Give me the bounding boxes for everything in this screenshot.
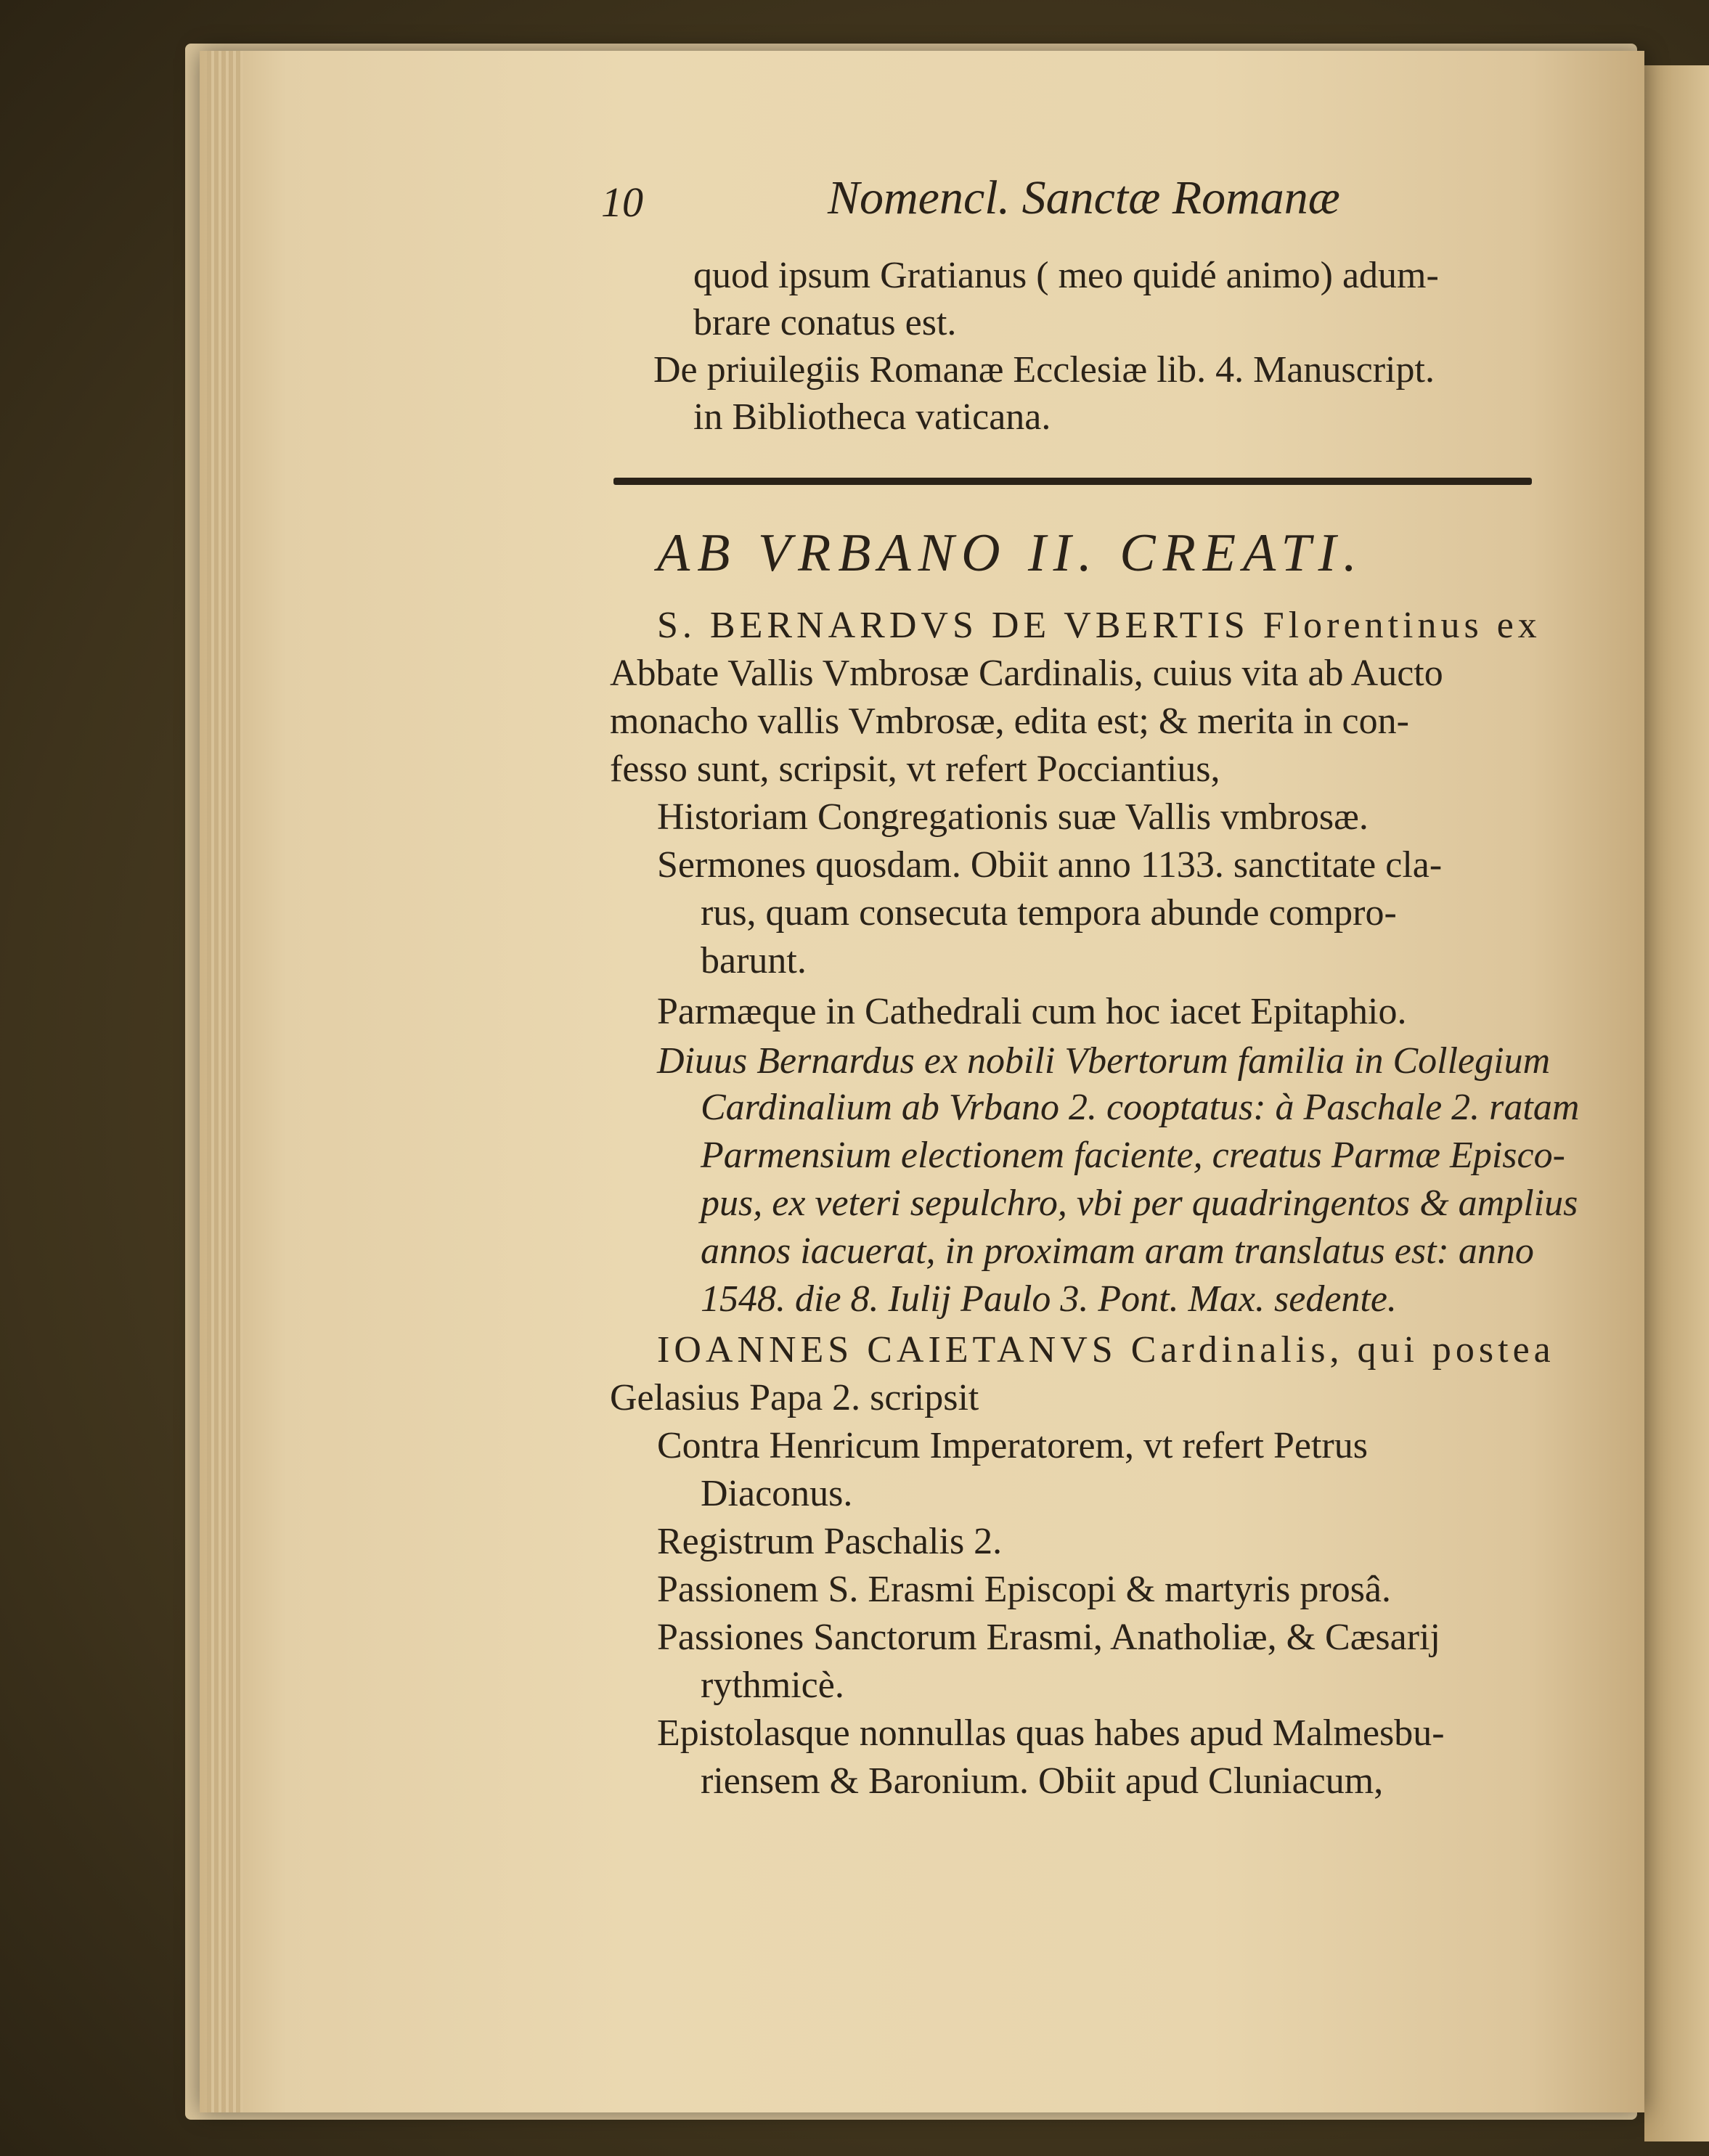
section-rule: [613, 478, 1532, 485]
text-line-13: Parmæque in Cathedrali cum hoc iacet Epitaphio.: [657, 991, 1407, 1032]
text-line-4: in Bibliotheca vaticana.: [693, 396, 1051, 438]
text-line-19: 1548. die 8. Iulij Paulo 3. Pont. Max. sedente.: [701, 1278, 1397, 1320]
text-line-2: brare conatus est.: [693, 302, 957, 343]
text-line-3: De priuilegiis Romanæ Ecclesiæ lib. 4. Manuscript.: [653, 349, 1435, 391]
text-line-29: riensem & Baronium. Obiit apud Cluniacum,: [701, 1760, 1384, 1802]
text-line-17: pus, ex veteri sepulchro, vbi per quadringentos & amplius: [701, 1183, 1578, 1224]
text-line-10: Sermones quosdam. Obiit anno 1133. sanctitate cla-: [657, 844, 1443, 886]
text-line-28: Epistolasque nonnullas quas habes apud Malmesbu-: [657, 1712, 1445, 1754]
text-line-5: S. BERNARDVS DE VBERTIS Florentinus ex: [657, 605, 1541, 646]
text-line-8: fesso sunt, scripsit, vt refert Pocciantius,: [610, 748, 1220, 790]
text-line-24: Registrum Paschalis 2.: [657, 1521, 1003, 1562]
facing-page-edge: [1644, 65, 1709, 2141]
running-head: Nomencl. Sanctæ Romanæ: [828, 171, 1340, 224]
text-line-9: Historiam Congregationis suæ Vallis vmbrosæ.: [657, 796, 1369, 838]
text-line-12: barunt.: [701, 940, 807, 981]
text-line-27: rythmicè.: [701, 1665, 844, 1706]
text-line-21: Gelasius Papa 2. scripsit: [610, 1377, 979, 1418]
text-line-15: Cardinalium ab Vrbano 2. cooptatus: à Paschale 2. ratam: [701, 1087, 1580, 1128]
section-heading: AB VRBANO II. CREATI.: [657, 523, 1364, 583]
text-line-20: IOANNES CAIETANVS Cardinalis, qui postea: [657, 1329, 1555, 1371]
text-line-11: rus, quam consecuta tempora abunde compro-: [701, 892, 1397, 934]
text-line-6: Abbate Vallis Vmbrosæ Cardinalis, cuius vita ab Aucto: [610, 653, 1443, 694]
text-line-25: Passionem S. Erasmi Episcopi & martyris prosâ.: [657, 1569, 1392, 1610]
text-line-22: Contra Henricum Imperatorem, vt refert Petrus: [657, 1425, 1368, 1466]
text-line-7: monacho vallis Vmbrosæ, edita est; & merita in con-: [610, 701, 1409, 742]
text-line-23: Diaconus.: [701, 1473, 853, 1514]
page-number: 10: [601, 179, 643, 226]
text-line-1: quod ipsum Gratianus ( meo quidé animo) adum-: [693, 255, 1439, 296]
text-line-16: Parmensium electionem faciente, creatus Parmæ Episco-: [701, 1135, 1565, 1176]
text-line-26: Passiones Sanctorum Erasmi, Anatholiæ, & Cæsarij: [657, 1617, 1440, 1658]
page-edges: [207, 51, 243, 2112]
text-line-18: annos iacuerat, in proximam aram translatus est: anno: [701, 1230, 1534, 1272]
text-line-14: Diuus Bernardus ex nobili Vbertorum familia in Collegium: [657, 1040, 1551, 1082]
